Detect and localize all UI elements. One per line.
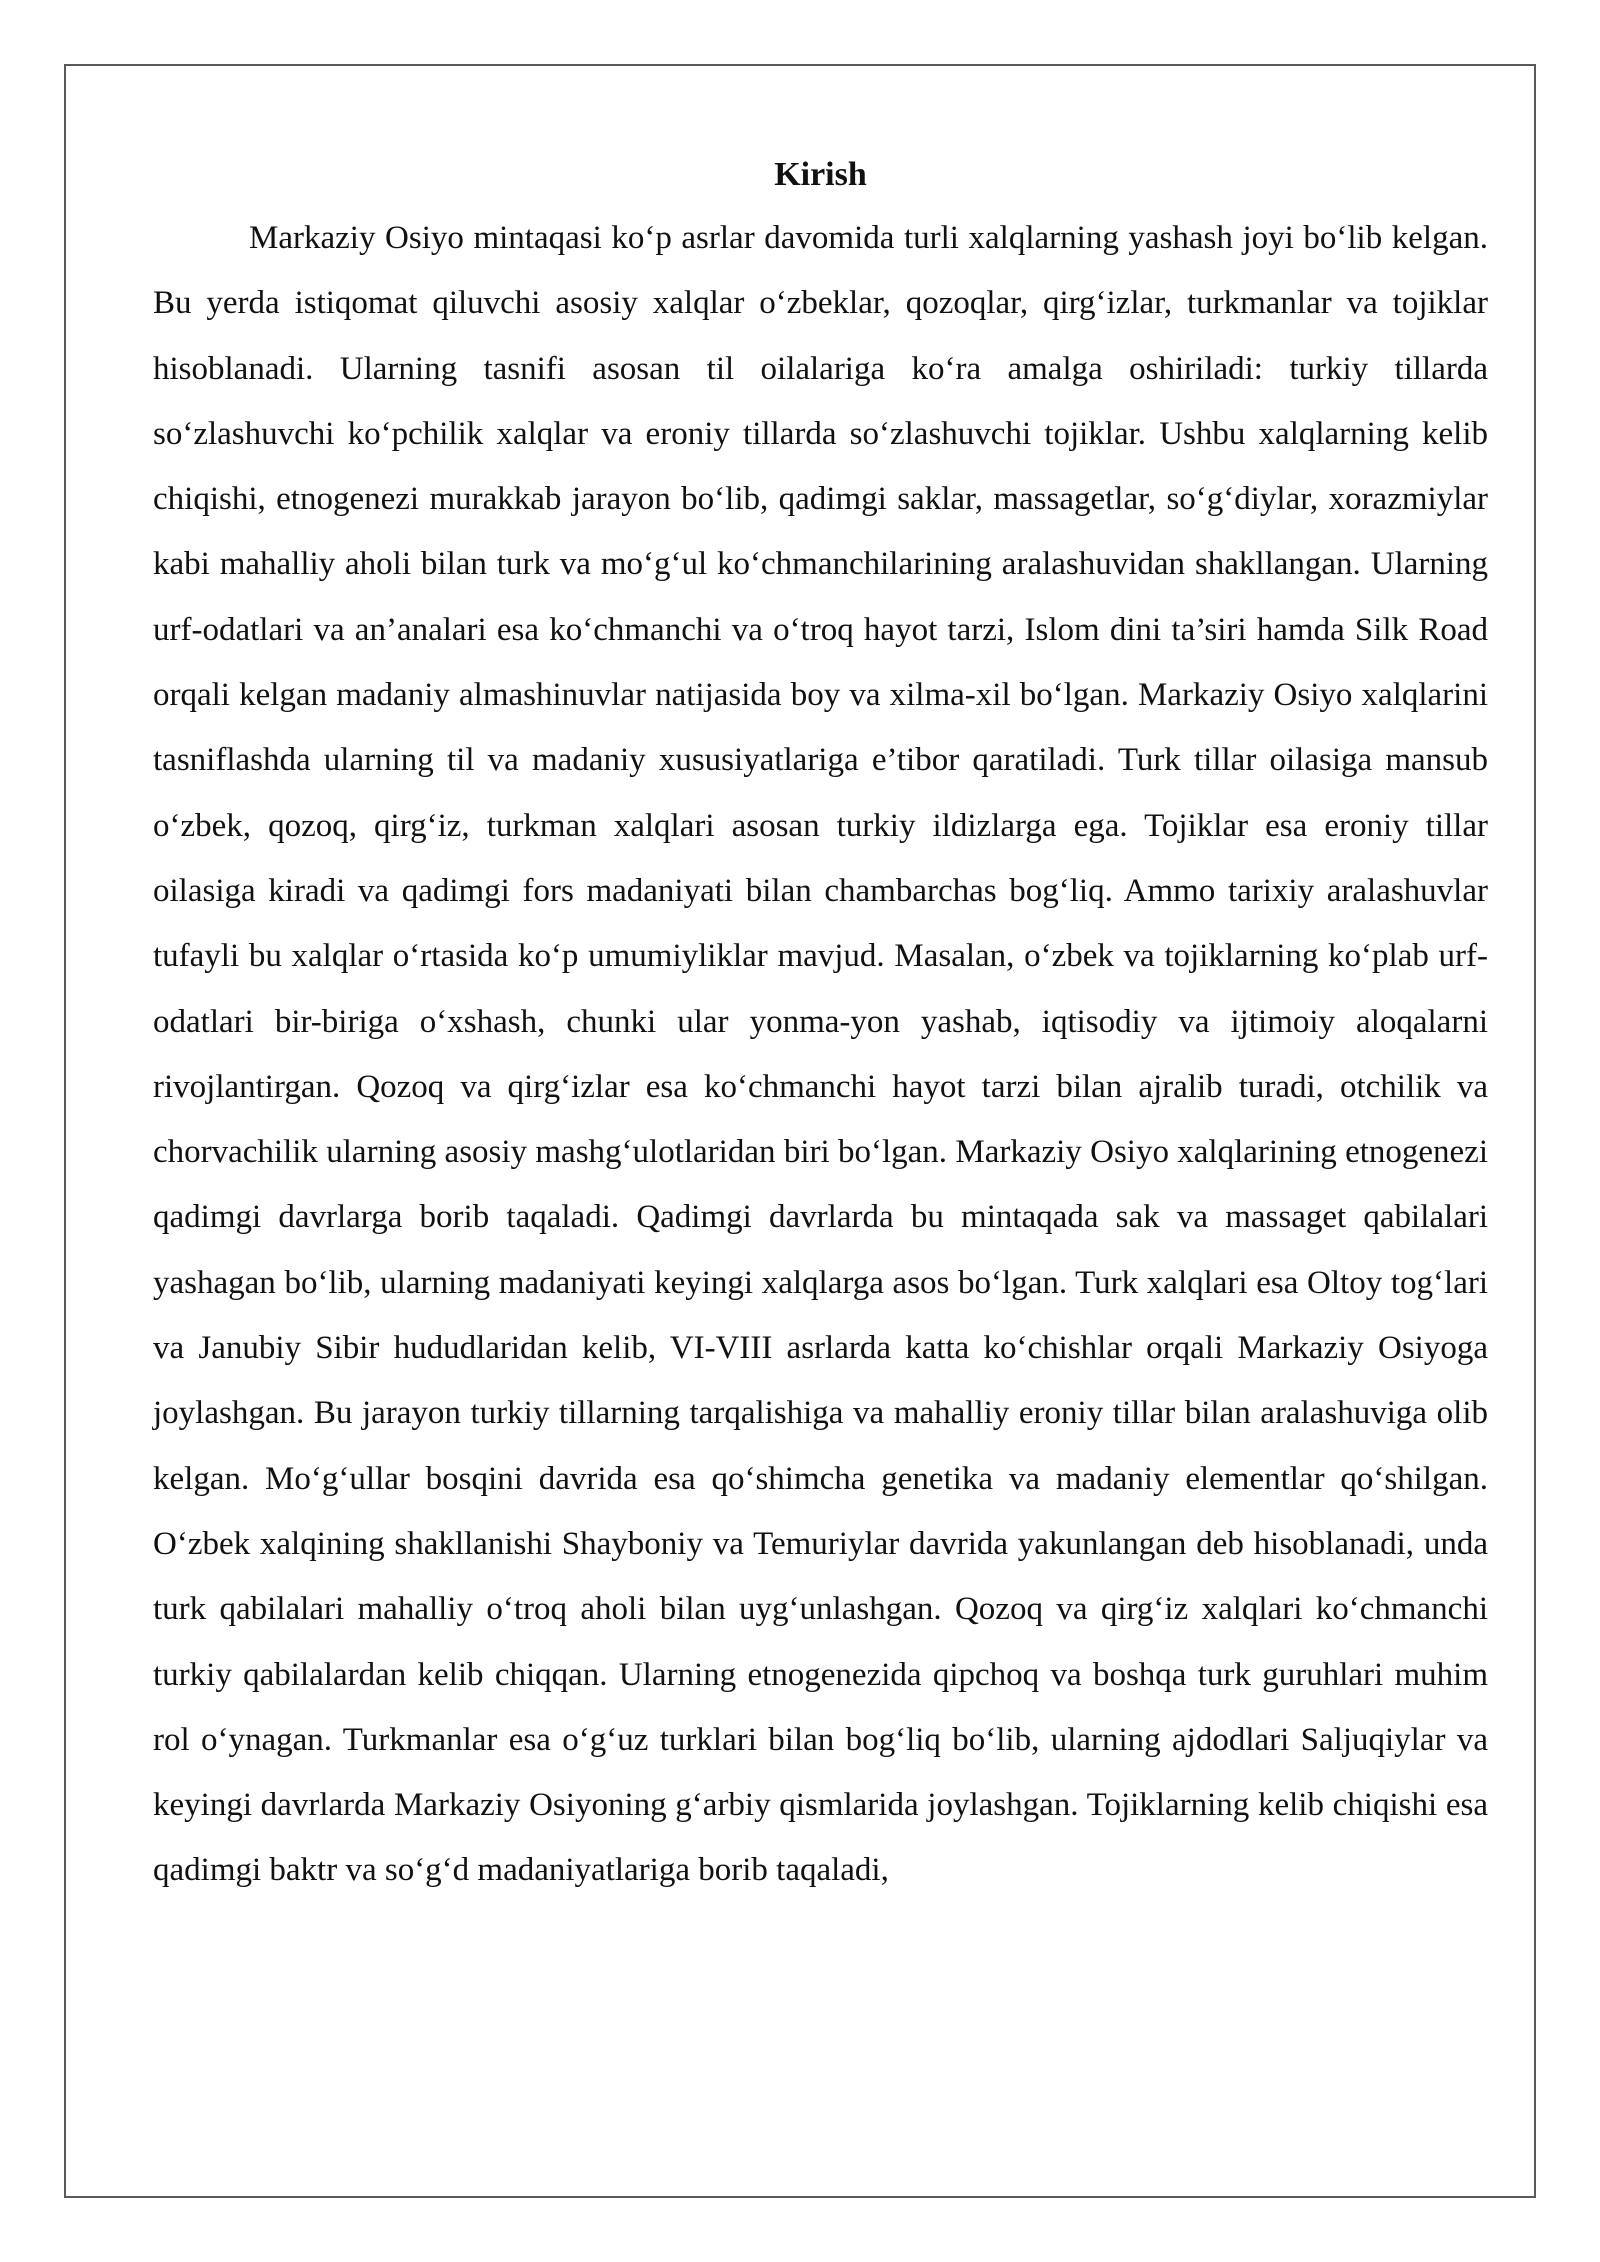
document-title: Kirish <box>774 156 867 193</box>
body-paragraph: Markaziy Osiyo mintaqasi koʻp asrlar davomida turli xalqlarning yashash joyi boʻlib kelgan. Bu yerda istiqomat qiluvchi asosiy xalqlar oʻzbeklar, qozoqlar, qirgʻizlar, turkmanlar va tojiklar hisoblanadi. Ularning tasnifi asosan til oilalariga koʻra amalga oshiriladi: turkiy tillarda soʻzlashuvchi koʻpchilik xalqlar va eroniy tillarda soʻzlashuvchi tojiklar. Ushbu xalqlarning kelib chiqishi, etnogenezi murakkab jarayon boʻlib, qadimgi saklar, massagetlar, soʻgʻdiylar, xorazmiylar kabi mahalliy aholi bilan turk va moʻgʻul koʻchmanchilarining aralashuvidan shakllangan. Ularning urf-odatlari va an’analari esa koʻchmanchi va oʻtroq hayot tarzi, Islom dini ta’siri hamda Silk Road orqali kelgan madaniy almashinuvlar natijasida boy va xilma-xil boʻlgan. Markaziy Osiyo xalqlarini tasniflashda ularning til va madaniy xususiyatlariga e’tibor qaratiladi. Turk tillar oilasiga mansub oʻzbek, qozoq, qirgʻiz, turkman xalqlari asosan turkiy ildizlarga ega. Tojiklar esa eroniy tillar oilasiga kiradi va qadimgi fors madaniyati bilan chambarchas bogʻliq. Ammo tarixiy aralashuvlar tufayli bu xalqlar oʻrtasida koʻp umumiyliklar mavjud. Masalan, oʻzbek va tojiklarning koʻplab urf-odatlari bir-biriga oʻxshash, chunki ular yonma-yon yashab, iqtisodiy va ijtimoiy aloqalarni rivojlantirgan. Qozoq va qirgʻizlar esa koʻchmanchi hayot tarzi bilan ajralib turadi, otchilik va chorvachilik ularning asosiy mashgʻulotlaridan biri boʻlgan. Markaziy Osiyo xalqlarining etnogenezi qadimgi davrlarga borib taqaladi. Qadimgi davrlarda bu mintaqada sak va massaget qabilalari yashagan boʻlib, ularning madaniyati keyingi xalqlarga asos boʻlgan. Turk xalqlari esa Oltoy togʻlari va Janubiy Sibir hududlaridan kelib, VI-VIII asrlarda katta koʻchishlar orqali Markaziy Osiyoga joylashgan. Bu jarayon turkiy tillarning tarqalishiga va mahalliy eroniy tillar bilan aralashuviga olib kelgan. Moʻgʻullar bosqini davrida esa qoʻshimcha genetika va madaniy elementlar qoʻshilgan. Oʻzbek xalqining shakllanishi Shayboniy va Temuriylar davrida yakunlangan deb hisoblanadi, unda turk qabilalari mahalliy oʻtroq aholi bilan uygʻunlashgan. Qozoq va qirgʻiz xalqlari koʻchmanchi turkiy qabilalardan kelib chiqqan. Ularning etnogenezida qipchoq va boshqa turk guruhlari muhim rol oʻynagan. Turkmanlar esa oʻgʻuz turklari bilan bogʻliq boʻlib, ularning ajdodlari Saljuqiylar va keyingi davrlarda Markaziy Osiyoning gʻarbiy qismlarida joylashgan. Tojiklarning kelib chiqishi esa qadimgi baktr va soʻgʻd madaniyatlariga borib taqaladi, <box>153 220 1488 1889</box>
document-content <box>153 148 1488 1904</box>
